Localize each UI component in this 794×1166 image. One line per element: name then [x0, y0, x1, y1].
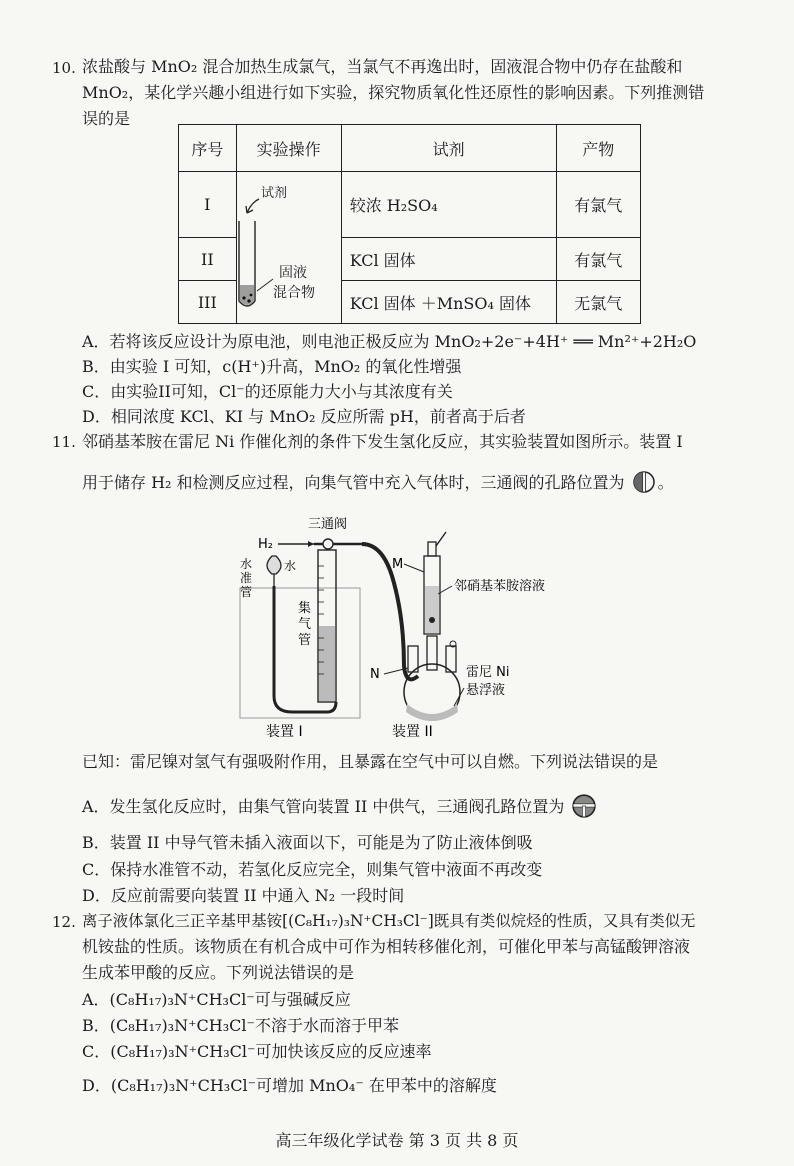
label-m: M [392, 557, 404, 572]
q12-number: 12. [52, 913, 76, 931]
table-operation-cell [236, 172, 341, 324]
label-catalyst-2: 悬浮液 [466, 683, 506, 698]
label-leveling-1: 水 [240, 557, 253, 571]
tube-label-mixture-2: 混合物 [272, 284, 315, 301]
q11-stem-line2 [82, 470, 674, 494]
mixture-particle [247, 299, 250, 302]
table-row-1-id: I [179, 172, 237, 238]
q11-stem-line1: 邻硝基苯胺在雷尼 Ni 作催化剂的条件下发生氢化反应，其实验装置如图所示。装置 I [82, 432, 683, 451]
q12-option-d: D．(C₈H₁₇)₃N⁺CH₃Cl⁻可增加 MnO₄⁻ 在甲苯中的溶解度 [82, 1076, 497, 1095]
three-way-valve [323, 539, 333, 549]
funnel-solution [425, 586, 439, 633]
tube-label-mixture-1: 固液 [278, 264, 307, 281]
q11-option-c: C．保持水准管不动，若氢化反应完全，则集气管中液面不再改变 [82, 860, 543, 879]
table-row-2-id: II [179, 238, 237, 281]
q12-stem-line3: 生成苯甲酸的反应。下列说法错误的是 [82, 963, 355, 982]
apparatus-figure [232, 516, 632, 746]
reagent-arrow [247, 199, 259, 213]
q11-option-b: B．装置 II 中导气管未插入液面以下，可能是为了防止液体倒吸 [82, 833, 533, 852]
q12-option-a: A．(C₈H₁₇)₃N⁺CH₃Cl⁻可与强碱反应 [82, 990, 351, 1009]
label-solution: 邻硝基苯胺溶液 [454, 579, 546, 594]
raney-ni-suspension [406, 704, 458, 721]
funnel-stopcock [429, 617, 435, 623]
valve-position-icon-vertical [632, 470, 656, 494]
tube-label-reagent: 试剂 [260, 185, 287, 201]
label-leveling-2: 准 [240, 571, 253, 585]
m-pointer [404, 564, 424, 572]
q11-known: 已知：雷尼镍对氢气有强吸附作用，且暴露在空气中可以自燃。下列说法错误的是 [82, 752, 659, 771]
table-row-3-reagent: KCl 固体 ＋MnSO₄ 固体 [341, 281, 556, 324]
label-n: N [370, 667, 380, 682]
valve-position-icon-t [571, 793, 597, 819]
pressure-equalizer [436, 532, 446, 546]
page-footer: 高三年级化学试卷 第 3 页 共 8 页 [275, 1131, 519, 1150]
q10-number: 10. [52, 59, 76, 77]
rubber-hose-2 [362, 544, 418, 679]
q11-option-d: D．反应前需要向装置 II 中通入 N₂ 一段时间 [82, 886, 405, 905]
q11-option-a-text: A．发生氢化反应时，由集气管向装置 II 中供气，三通阀孔路位置为 [82, 797, 565, 816]
table-row-3-id: III [179, 281, 237, 324]
q10-option-a: A．若将该反应设计为原电池，则电池正极反应为 MnO₂+2e⁻+4H⁺ ══ Mn²⁺+2H₂O [82, 332, 697, 351]
q10-option-b: B．由实验 I 可知，c(H⁺)升高，MnO₂ 的氧化性增强 [82, 357, 462, 376]
q11-stem-line2-text: 用于储存 H₂ 和检测反应过程，向集气管中充入气体时，三通阀的孔路位置为 [82, 473, 625, 492]
table-row-3-product: 无氯气 [556, 281, 640, 324]
table-header-operation: 实验操作 [236, 125, 341, 172]
q10-stem-line3: 误的是 [82, 109, 131, 128]
catalyst-pointer [454, 688, 464, 706]
mixture-particle [249, 293, 252, 296]
mixture-pointer [257, 279, 273, 291]
mixture-particle [242, 296, 245, 299]
table-header-reagent: 试剂 [341, 125, 556, 172]
q11-number: 11. [52, 433, 76, 451]
gas-tube-water [319, 626, 335, 701]
label-h2: H₂ [258, 537, 273, 552]
label-device-2: 装置 II [392, 724, 433, 740]
q12-option-b: B．(C₈H₁₇)₃N⁺CH₃Cl⁻不溶于水而溶于甲苯 [82, 1016, 399, 1035]
experiment-table [178, 124, 641, 324]
table-header-product: 产物 [556, 125, 640, 172]
label-three-way-valve: 三通阀 [308, 517, 348, 532]
h2-arrowhead [308, 541, 314, 547]
funnel-stopper [428, 542, 436, 556]
q10-stem-line2: MnO₂，某化学兴趣小组进行如下实验，探究物质氧化性还原性的影响因素。下列推测错 [82, 83, 705, 102]
label-gas-tube-3: 管 [298, 633, 312, 648]
table-row-1-reagent: 较浓 H₂SO₄ [341, 172, 556, 238]
q10-option-d: D．相同浓度 KCl、KI 与 MnO₂ 反应所需 pH，前者高于后者 [82, 407, 526, 426]
label-leveling-3: 管 [240, 585, 253, 599]
label-catalyst-1: 雷尼 Ni [466, 665, 510, 680]
table-row-2-product: 有氯气 [556, 238, 640, 281]
label-gas-tube-2: 气 [298, 617, 312, 632]
table-row-2-reagent: KCl 固体 [341, 238, 556, 281]
q11-option-a [82, 793, 597, 819]
q12-stem-line2: 机铵盐的性质。该物质在有机合成中可作为相转移催化剂，可催化甲苯与高锰酸钾溶液 [82, 937, 691, 956]
label-gas-tube-1: 集 [298, 601, 312, 616]
label-water: 水 [284, 559, 297, 573]
q10-stem-line1: 浓盐酸与 MnO₂ 混合加热生成氯气，当氯气不再逸出时，固液混合物中仍存在盐酸和 [82, 57, 683, 76]
test-tube-diagram [237, 173, 341, 323]
table-header-no: 序号 [179, 125, 237, 172]
label-device-1: 装置 I [266, 724, 303, 740]
q12-option-c: C．(C₈H₁₇)₃N⁺CH₃Cl⁻可加快该反应的反应速率 [82, 1042, 432, 1061]
q12-stem-line1: 离子液体氯化三正辛基甲基铵[(C₈H₁₇)₃N⁺CH₃Cl⁻]既具有类似烷烃的性质，又具有类似无 [82, 912, 696, 930]
q10-option-c: C．由实验II可知，Cl⁻的还原能力大小与其浓度有关 [82, 382, 453, 401]
q11-stem-line2-end: 。 [657, 473, 674, 492]
table-row-1-product: 有氯气 [556, 172, 640, 238]
leveling-funnel [267, 556, 281, 574]
